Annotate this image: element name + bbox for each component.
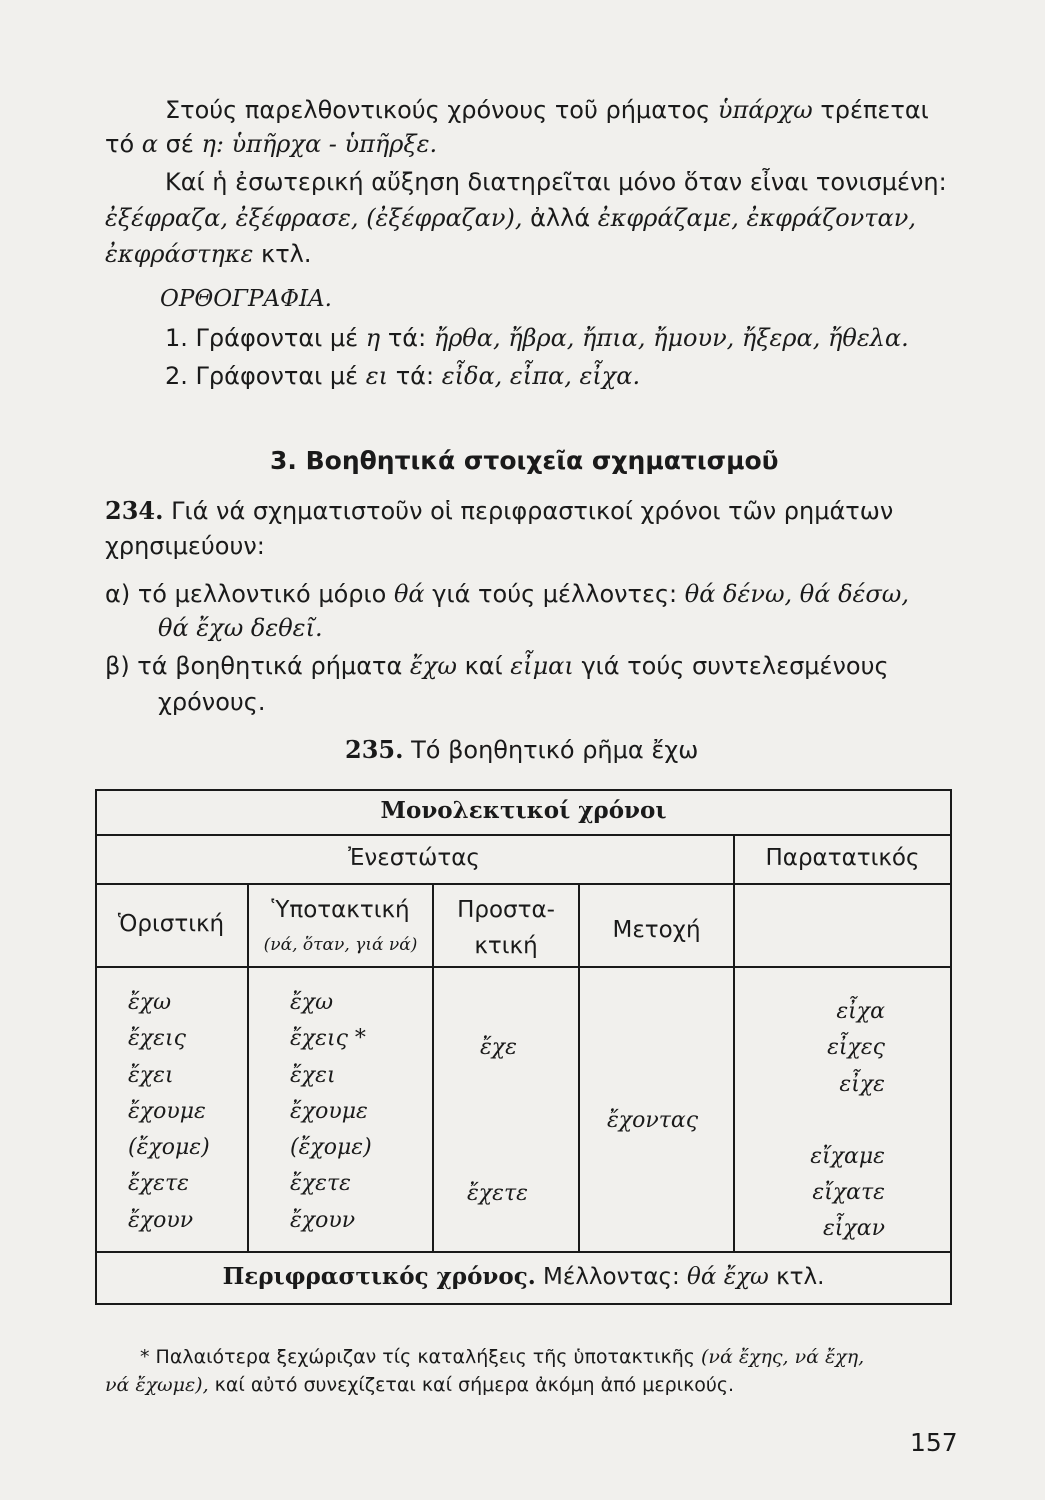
subjunctive-forms	[290, 985, 372, 1239]
para-235-heading	[345, 735, 698, 764]
group-present: Ἐνεστώτας	[348, 845, 480, 871]
intro-text: ἀλλά	[530, 204, 591, 232]
footer-form: θά ἔχω	[687, 1264, 769, 1290]
page-number: 157	[910, 1428, 958, 1457]
footnote-example: νά ἔχωμε),	[105, 1374, 209, 1396]
intro-text: σέ	[165, 130, 194, 158]
para-title: Τό βοηθητικό ρῆμα ἔχω	[411, 736, 699, 764]
col-imperative-2: κτική	[474, 933, 538, 959]
form: (ἔχομε)	[128, 1135, 210, 1161]
form: ἔχουμε	[290, 1098, 368, 1124]
rule-text: 1. Γράφονται μέ	[165, 324, 359, 352]
para-number: 234.	[105, 496, 164, 525]
form: εἶχαν	[823, 1216, 885, 1242]
table-border	[950, 789, 952, 1305]
form: ἔχετε	[128, 1171, 189, 1197]
form: ἔχει	[290, 1062, 336, 1088]
table-rule	[733, 835, 735, 1252]
intro-text: Στούς παρελθοντικούς χρόνους τοῦ ρήματος	[165, 96, 711, 124]
indicative-forms	[128, 985, 210, 1239]
letter-a: α	[141, 130, 158, 158]
orthography-heading: ΟΡΘΟΓΡΑΦΙΑ.	[160, 286, 332, 312]
form: εἶχα	[836, 999, 885, 1024]
footnote-line-2	[105, 1374, 734, 1396]
rule-text: τά:	[395, 362, 435, 390]
imperative-form-pl: ἔχετε	[467, 1181, 528, 1206]
particle-tha: θά	[393, 580, 425, 608]
footer-ktl: κτλ.	[776, 1264, 825, 1290]
col-subjunctive: Ὑποτακτική	[271, 897, 410, 923]
intro-text: κτλ.	[261, 240, 312, 268]
example-forms: η: ὑπῆρχα - ὑπῆρξε.	[201, 130, 438, 158]
form: ἔχουν	[290, 1207, 356, 1233]
rule-words: εἶδα, εἶπα, εἶχα.	[441, 362, 641, 390]
footnote-example: (νά ἔχης, νά ἔχη,	[700, 1346, 865, 1368]
form: εἴχαμε	[810, 1143, 885, 1169]
participle-form: ἔχοντας	[607, 1108, 699, 1133]
imperfect-forms	[785, 994, 885, 1248]
para-text: Γιά νά σχηματιστοῦν οἱ περιφραστικοί χρόνοι τῶν ρημάτων	[171, 497, 894, 525]
footnote-text: καί αὐτό συνεχίζεται καί σήμερα ἀκόμη ἀπό μερικούς.	[214, 1374, 735, 1396]
col-imperative-1: Προστα-	[457, 897, 555, 923]
example-forms: ἐκφράστηκε	[105, 240, 254, 268]
table-border	[95, 789, 952, 791]
form: εἶχε	[839, 1071, 885, 1097]
verb-eimai: εἶμαι	[510, 652, 574, 680]
form: ἔχετε	[290, 1171, 351, 1197]
orthography-rule-2	[165, 362, 640, 390]
rule-text: 2. Γράφονται μέ	[165, 362, 359, 390]
item-a-line-1	[105, 580, 909, 608]
table-rule	[95, 1251, 952, 1253]
example-forms: ἐξέφραζα, ἐξέφρασε, (ἐξέφραζαν),	[105, 204, 523, 232]
intro-line-3: Καί ἡ ἐσωτερική αὔξηση διατηρεῖται μόνο ὅταν εἶναι τονισμένη:	[165, 168, 947, 196]
table-rule	[95, 966, 952, 968]
footer-label: Περιφραστικός χρόνος.	[222, 1263, 536, 1290]
intro-line-2	[105, 130, 437, 158]
form: εἴχατε	[812, 1180, 885, 1206]
item-text: γιά τούς μέλλοντες:	[432, 580, 678, 608]
form: ἔχεις *	[290, 1026, 366, 1052]
intro-text: τό	[105, 130, 135, 158]
form: ἔχεις	[128, 1026, 186, 1052]
item-b-line-1	[105, 652, 889, 680]
section-3-heading: 3. Βοηθητικά στοιχεῖα σχηματισμοῦ	[270, 446, 779, 475]
form: ἔχουν	[128, 1207, 194, 1233]
col-participle: Μετοχή	[612, 917, 701, 943]
table-rule	[95, 883, 952, 885]
rule-text: τά:	[387, 324, 427, 352]
item-text: α) τό μελλοντικό μόριο	[105, 580, 387, 608]
para-234-line-2: χρησιμεύουν:	[105, 532, 265, 560]
footer-future: Μέλλοντας:	[543, 1264, 680, 1290]
col-subjunctive-note: (νά, ὅταν, γιά νά)	[263, 935, 418, 955]
intro-line-5	[105, 240, 311, 268]
form: εἶχες	[827, 1035, 885, 1061]
form: (ἔχομε)	[290, 1135, 372, 1161]
rule-letter: η	[365, 324, 381, 352]
para-234-line-1	[105, 496, 893, 525]
table-title: Μονολεκτικοί χρόνοι	[380, 797, 667, 824]
table-footer	[95, 1263, 952, 1290]
group-imperfect: Παρατατικός	[765, 845, 920, 871]
footnote-text: * Παλαιότερα ξεχώριζαν τίς καταλήξεις τῆς ὑποτακτικῆς	[140, 1346, 695, 1368]
form: ἔχουμε	[128, 1098, 206, 1124]
form: ἔχω	[128, 990, 172, 1015]
table-border	[95, 1303, 952, 1305]
verb-hyparcho: ὑπάρχω	[717, 96, 813, 124]
intro-line-1	[165, 96, 929, 124]
intro-line-4	[105, 204, 916, 232]
form: ἔχω	[290, 990, 334, 1015]
conjugation-table	[95, 789, 952, 1305]
verb-echo: ἔχω	[409, 652, 457, 680]
form	[785, 1103, 885, 1139]
item-text: καί	[464, 652, 503, 680]
intro-text: τρέπεται	[820, 96, 929, 124]
item-text: γιά τούς συντελεσμένους	[581, 652, 889, 680]
example-forms: ἐκφράζαμε, ἐκφράζονταν,	[597, 204, 916, 232]
item-a-line-2: θά ἔχω δεθεῖ.	[158, 614, 323, 642]
item-b-line-2: χρόνους.	[158, 688, 266, 716]
form: ἔχει	[128, 1062, 174, 1088]
table-rule	[95, 834, 952, 836]
item-text: β) τά βοηθητικά ρήματα	[105, 652, 403, 680]
orthography-rule-1	[165, 324, 909, 352]
footnote-line-1	[140, 1346, 864, 1368]
imperative-form-sg: ἔχε	[480, 1035, 517, 1060]
rule-words: ἤρθα, ἤβρα, ἤπια, ἤμουν, ἤξερα, ἤθελα.	[433, 324, 909, 352]
example-forms: θά δένω, θά δέσω,	[684, 580, 909, 608]
para-number: 235.	[345, 735, 404, 764]
col-indicative: Ὁριστική	[117, 911, 225, 937]
rule-letter: ει	[365, 362, 389, 390]
